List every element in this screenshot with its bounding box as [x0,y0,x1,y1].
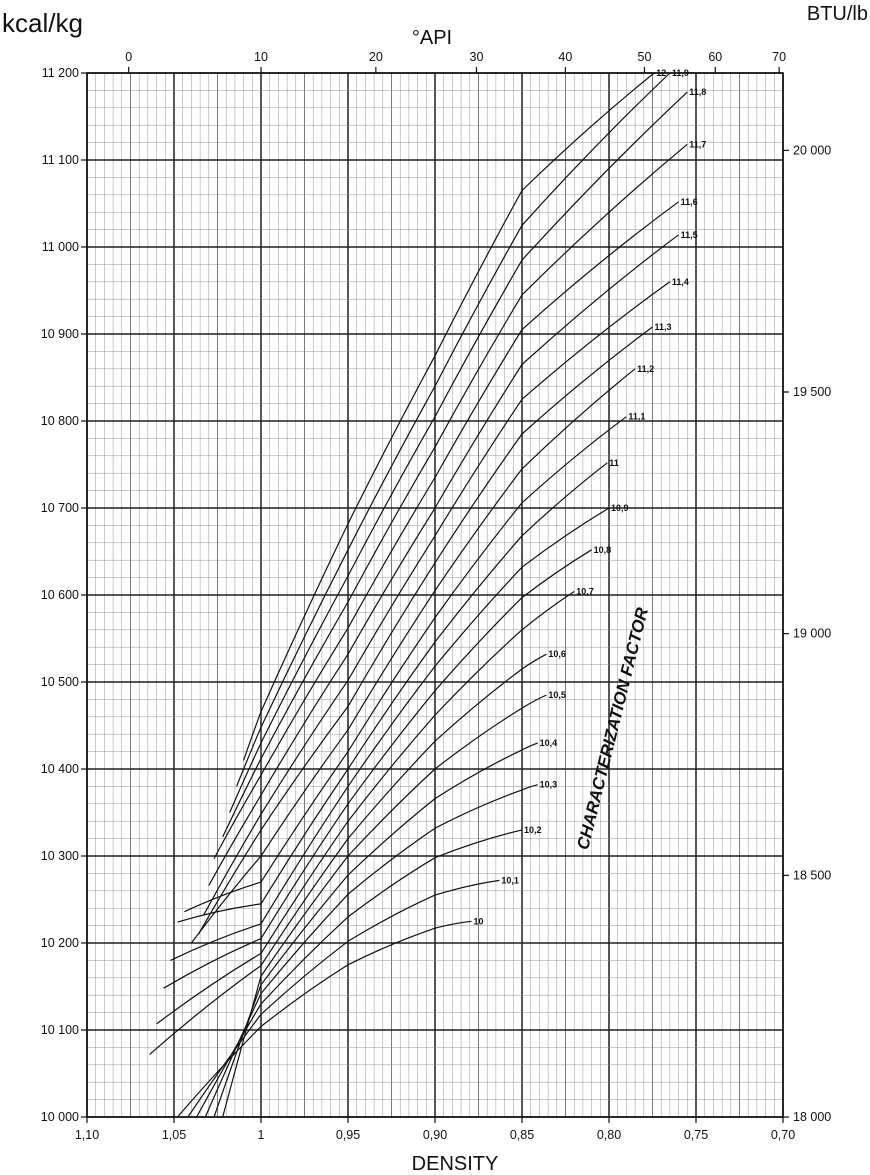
y-tick-label: 10 800 [40,414,79,428]
factor-curve [178,921,472,1117]
x-tick-label: 1 [257,1128,265,1142]
api-tick-label: 40 [558,50,573,64]
y-tick-label: 10 300 [40,849,79,863]
curve-label: 10,9 [611,503,629,513]
api-tick-label: 60 [708,50,723,64]
curve-label: 11,7 [689,139,707,150]
curve-label: 10,4 [539,737,558,748]
x-tick-label: 0,95 [335,1128,361,1142]
axis-ticks [41,50,832,1142]
curve-label: 10,1 [501,875,519,886]
factor-curve [178,463,608,922]
curve-label: 10,2 [524,824,542,835]
x-tick-label: 1,10 [74,1128,100,1142]
left-unit-label: kcal/kg [2,8,83,38]
factor-curve [184,417,626,912]
factor-curve [205,785,537,1117]
x-tick-label: 0,90 [422,1128,448,1142]
api-tick-label: 50 [637,50,652,64]
y-tick-label: 10 200 [40,936,79,950]
api-tick-label: 0 [125,50,133,64]
y-tick-label: 10 600 [40,588,79,602]
x-tick-label: 0,85 [509,1128,535,1142]
x-tick-label: 1,05 [161,1128,187,1142]
x-tick-label: 0,80 [596,1128,622,1142]
btu-tick-label: 20 000 [793,143,832,158]
btu-tick-label: 19 000 [793,626,832,641]
api-tick-label: 10 [254,50,268,64]
curve-label: 11,9 [671,68,689,78]
curve-label: 10 [473,916,484,927]
y-tick-label: 10 000 [40,1110,79,1124]
x-tick-label: 0,70 [770,1128,796,1142]
right-unit-label: BTU/lb [806,3,868,25]
curve-label: 10,8 [593,544,612,555]
btu-tick-label: 19 500 [793,385,832,399]
y-tick-label: 10 900 [40,327,79,341]
factor-curve [204,282,670,915]
y-tick-label: 11 000 [41,240,79,254]
curve-label: 10,7 [576,586,594,597]
curve-label: 11 [609,457,619,468]
density-axis-title: DENSITY [411,1153,499,1175]
factor-curve [237,73,670,786]
curve-label: 10,6 [548,649,566,660]
chart-grid [87,73,783,1117]
btu-tick-label: 18 500 [793,868,832,883]
curve-label: 11,5 [680,229,698,240]
curve-label: 11,8 [689,87,707,98]
api-axis-title: °API [411,27,453,49]
factor-curve [214,743,538,1117]
y-tick-label: 10 500 [40,675,79,689]
curve-label: 10,3 [539,779,558,790]
y-tick-label: 10 100 [40,1023,79,1037]
characterization-factor-annotation: CHARACTERIZATION FACTOR [573,605,652,852]
curve-label: 11,3 [654,322,672,333]
curve-label: 11,6 [680,196,698,207]
x-tick-label: 0,75 [683,1128,709,1142]
y-tick-label: 10 700 [40,501,79,515]
api-tick-label: 20 [368,50,383,64]
factor-curve [197,830,522,1117]
curve-label: 10,5 [548,690,566,701]
factor-curve [188,880,500,1117]
btu-tick-label: 18 000 [793,1110,832,1124]
api-tick-label: 70 [772,50,787,64]
y-tick-label: 10 400 [40,762,79,776]
curve-label: 11,4 [671,276,689,287]
curve-label: 12 [656,68,667,78]
curve-label: 11,2 [637,363,655,374]
y-tick-label: 11 200 [41,66,79,80]
curve-label: 11,1 [628,411,646,422]
api-tick-label: 30 [469,50,484,64]
y-tick-label: 11 100 [41,153,79,167]
